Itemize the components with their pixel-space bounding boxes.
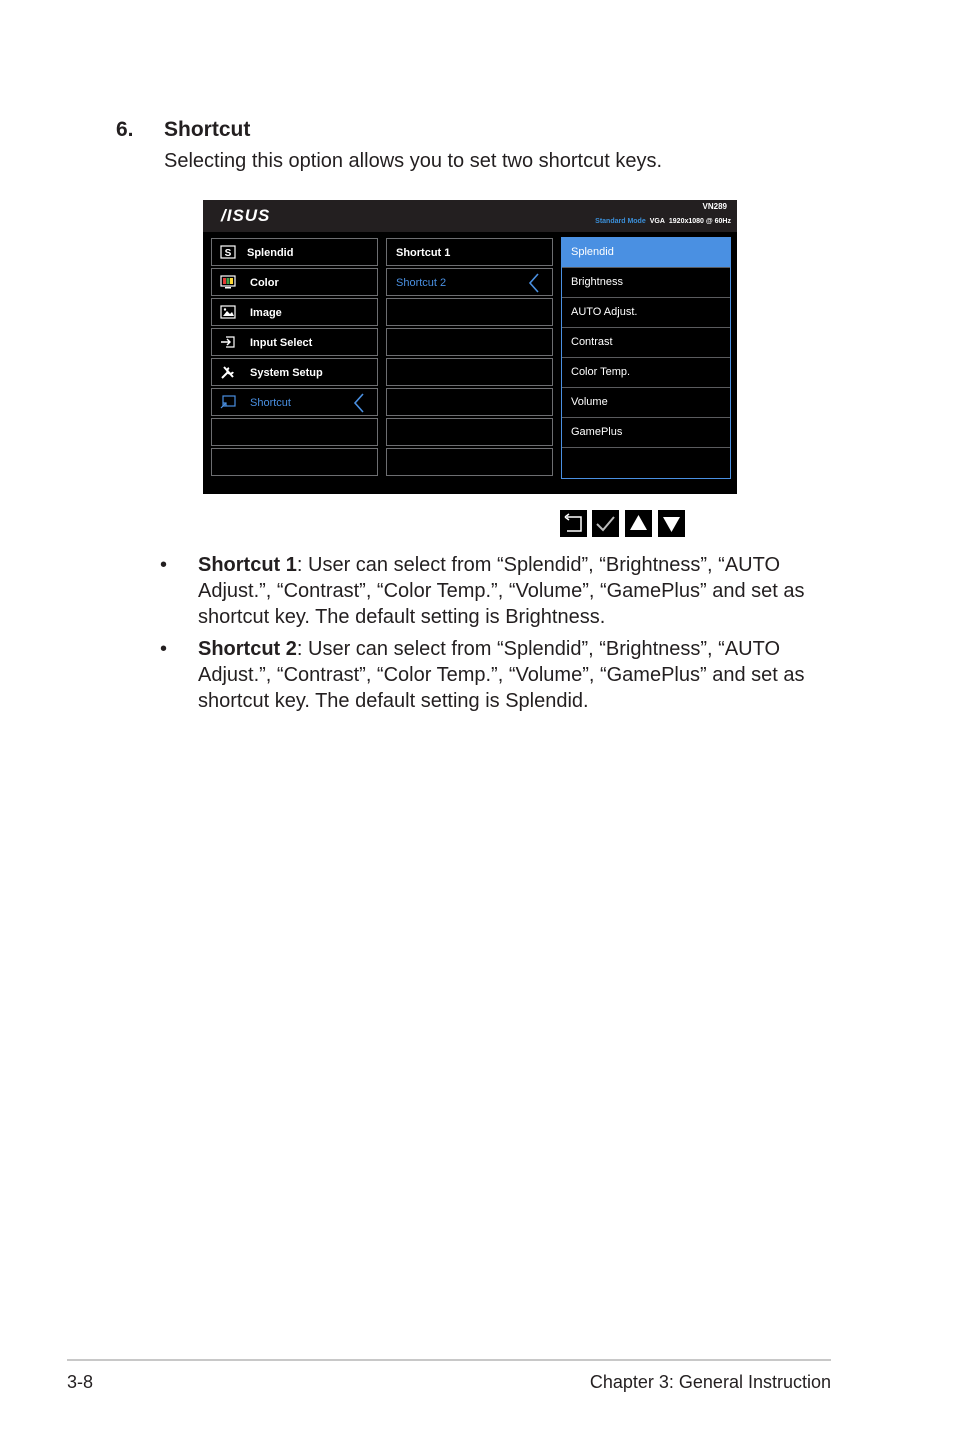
back-key[interactable] bbox=[560, 510, 587, 537]
menu-item-label: Shortcut bbox=[250, 397, 291, 409]
menu-item-image[interactable] bbox=[211, 298, 378, 326]
down-arrow-icon bbox=[658, 510, 685, 537]
color-icon bbox=[220, 275, 236, 289]
submenu-empty-row bbox=[386, 418, 553, 446]
submenu-empty-row bbox=[386, 328, 553, 356]
check-icon bbox=[592, 510, 619, 537]
model-name: VN289 bbox=[702, 202, 727, 211]
menu-item-label: Image bbox=[250, 307, 282, 319]
submenu-empty-row bbox=[386, 388, 553, 416]
main-menu bbox=[211, 238, 378, 478]
submenu-empty-row bbox=[386, 298, 553, 326]
option-auto-adjust[interactable] bbox=[562, 298, 730, 328]
menu-item-label: Splendid bbox=[247, 247, 294, 259]
sub-menu bbox=[386, 238, 553, 478]
footer-rule bbox=[67, 1359, 831, 1361]
option-label: Color Temp. bbox=[571, 366, 631, 378]
wrench-icon bbox=[220, 364, 236, 380]
option-contrast[interactable] bbox=[562, 328, 730, 358]
submenu-item-shortcut-1[interactable] bbox=[386, 238, 553, 266]
mode-label: Standard Mode bbox=[595, 218, 646, 225]
bullet-body: : User can select from “Splendid”, “Brightness”, “AUTO Adjust.”, “Contrast”, “Color Temp.”, “Volume”, “GamePlus” and set as shortcut key. The default setting is Brightness. bbox=[198, 554, 805, 628]
section-number: 6. bbox=[116, 118, 134, 141]
menu-item-label: Input Select bbox=[250, 337, 313, 349]
option-empty-row bbox=[562, 448, 730, 478]
image-icon bbox=[220, 305, 236, 319]
option-gameplus[interactable] bbox=[562, 418, 730, 448]
option-label: GamePlus bbox=[571, 426, 623, 438]
option-label: Volume bbox=[571, 396, 608, 408]
osd-header bbox=[203, 200, 737, 232]
down-key[interactable] bbox=[658, 510, 685, 537]
menu-item-color[interactable] bbox=[211, 268, 378, 296]
options-list bbox=[561, 237, 731, 479]
section-intro: Selecting this option allows you to set two shortcut keys. bbox=[164, 150, 663, 172]
confirm-key[interactable] bbox=[592, 510, 619, 537]
menu-empty-row bbox=[211, 418, 378, 446]
shortcut-icon bbox=[220, 395, 236, 409]
option-label: Brightness bbox=[571, 276, 623, 288]
menu-item-splendid[interactable] bbox=[211, 238, 378, 266]
menu-item-label: Color bbox=[250, 277, 279, 289]
menu-item-input-select[interactable] bbox=[211, 328, 378, 356]
option-brightness[interactable] bbox=[562, 268, 730, 298]
section-title: Shortcut bbox=[164, 118, 251, 141]
bullet-term: Shortcut 2 bbox=[198, 638, 297, 660]
resolution-label: 1920x1080 @ 60Hz bbox=[668, 218, 731, 225]
up-arrow-icon bbox=[625, 510, 652, 537]
up-key[interactable] bbox=[625, 510, 652, 537]
status-line bbox=[595, 218, 731, 225]
back-icon bbox=[560, 510, 587, 537]
option-splendid[interactable] bbox=[562, 238, 730, 268]
section-heading bbox=[116, 118, 250, 142]
bullet-dot: • bbox=[160, 554, 168, 576]
chevron-left-icon bbox=[528, 273, 540, 293]
option-volume[interactable] bbox=[562, 388, 730, 418]
submenu-item-label: Shortcut 1 bbox=[396, 247, 451, 259]
chevron-left-icon bbox=[353, 393, 365, 413]
bullet-body: : User can select from “Splendid”, “Brightness”, “AUTO Adjust.”, “Contrast”, “Color Temp.”, “Volume”, “GamePlus” and set as shortcut key. The default setting is Splendid. bbox=[198, 638, 805, 712]
chapter-title: Chapter 3: General Instruction bbox=[589, 1372, 831, 1392]
bullet-term: Shortcut 1 bbox=[198, 554, 297, 576]
submenu-item-shortcut-2[interactable] bbox=[386, 268, 553, 296]
bullet-dot: • bbox=[160, 638, 168, 660]
splendid-icon bbox=[220, 245, 236, 259]
menu-item-system-setup[interactable] bbox=[211, 358, 378, 386]
option-label: AUTO Adjust. bbox=[571, 306, 638, 318]
submenu-empty-row bbox=[386, 448, 553, 476]
asus-logo: /ISUS bbox=[221, 206, 271, 225]
bullet-text bbox=[198, 636, 838, 714]
menu-empty-row bbox=[211, 448, 378, 476]
page-number: 3-8 bbox=[67, 1372, 94, 1392]
input-label: VGA bbox=[649, 218, 665, 225]
bullet-text bbox=[198, 552, 838, 630]
menu-item-label: System Setup bbox=[250, 367, 323, 379]
submenu-item-label: Shortcut 2 bbox=[396, 277, 447, 289]
option-label: Contrast bbox=[571, 336, 613, 348]
menu-item-shortcut[interactable] bbox=[211, 388, 378, 416]
input-select-icon bbox=[220, 335, 236, 349]
svg-text:S: S bbox=[224, 248, 232, 259]
osd-menu-screenshot bbox=[203, 200, 737, 494]
option-label: Splendid bbox=[571, 246, 614, 258]
submenu-empty-row bbox=[386, 358, 553, 386]
option-color-temp[interactable] bbox=[562, 358, 730, 388]
